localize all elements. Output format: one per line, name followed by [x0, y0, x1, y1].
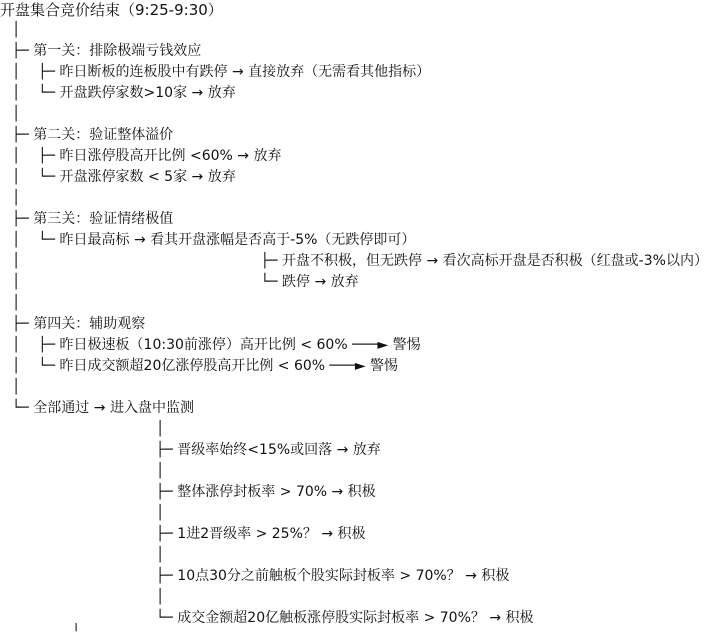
- stage-2-rule-2: │ └─ 开盘涨停家数 < 5家 → 放弃: [12, 169, 236, 185]
- monitor-connector: │: [156, 505, 165, 521]
- stage-3-subrule-2: │ └─ 跌停 → 放弃: [12, 274, 359, 290]
- stage-4-rule-2: │ └─ 昨日成交额超20亿涨停股高开比例 < 60% ───► 警惕: [12, 358, 399, 374]
- stage-1-rule-1: │ ├─ 昨日断板的连板股中有跌停 → 直接放弃（无需看其他指标）: [12, 64, 431, 80]
- tree-connector: │: [12, 22, 21, 38]
- stage-1-rule-2: │ └─ 开盘跌停家数>10家 → 放弃: [12, 85, 236, 101]
- monitor-rule-1: ├─ 晋级率始终<15%或回落 → 放弃: [156, 442, 381, 458]
- tree-end-tick: ╵: [72, 624, 81, 640]
- tree-connector: │: [12, 295, 21, 311]
- tree-connector: │: [12, 106, 21, 122]
- monitor-connector: │: [156, 589, 165, 605]
- monitor-rule-2: ├─ 整体涨停封板率 > 70% → 积极: [156, 484, 376, 500]
- tree-connector: │: [12, 379, 21, 395]
- tree-root-title: 开盘集合竞价结束（9:25-9:30）: [0, 1, 223, 19]
- stage-2-title: ├─ 第二关：验证整体溢价: [12, 127, 174, 143]
- monitor-connector: │: [156, 421, 165, 437]
- stage-3-title: ├─ 第三关：验证情绪极值: [12, 211, 174, 227]
- tree-connector: │: [12, 190, 21, 206]
- monitor-connector: │: [156, 463, 165, 479]
- monitor-rule-5: └─ 成交金额超20亿触板涨停股实际封板率 > 70%？ → 积极: [156, 610, 534, 626]
- stage-3-subrule-1: │ ├─ 开盘不积极，但无跌停 → 看次高标开盘是否积极（红盘或-3%以内）: [12, 253, 708, 269]
- stage-1-title: ├─ 第一关：排除极端亏钱效应: [12, 43, 202, 59]
- stage-4-title: ├─ 第四关：辅助观察: [12, 316, 146, 332]
- all-pass-node: └─ 全部通过 → 进入盘中监测: [12, 400, 194, 416]
- monitor-connector: │: [156, 547, 165, 563]
- stage-3-rule-1: │ └─ 昨日最高标 → 看其开盘涨幅是否高于-5%（无跌停即可）: [12, 232, 416, 248]
- monitor-rule-4: ├─ 10点30分之前触板个股实际封板率 > 70%？ → 积极: [156, 568, 510, 584]
- stage-2-rule-1: │ ├─ 昨日涨停股高开比例 <60% → 放弃: [12, 148, 282, 164]
- monitor-rule-3: ├─ 1进2晋级率 > 25%？ → 积极: [156, 526, 366, 542]
- stage-4-rule-1: │ ├─ 昨日极速板（10:30前涨停）高开比例 < 60% ───► 警惕: [12, 337, 421, 353]
